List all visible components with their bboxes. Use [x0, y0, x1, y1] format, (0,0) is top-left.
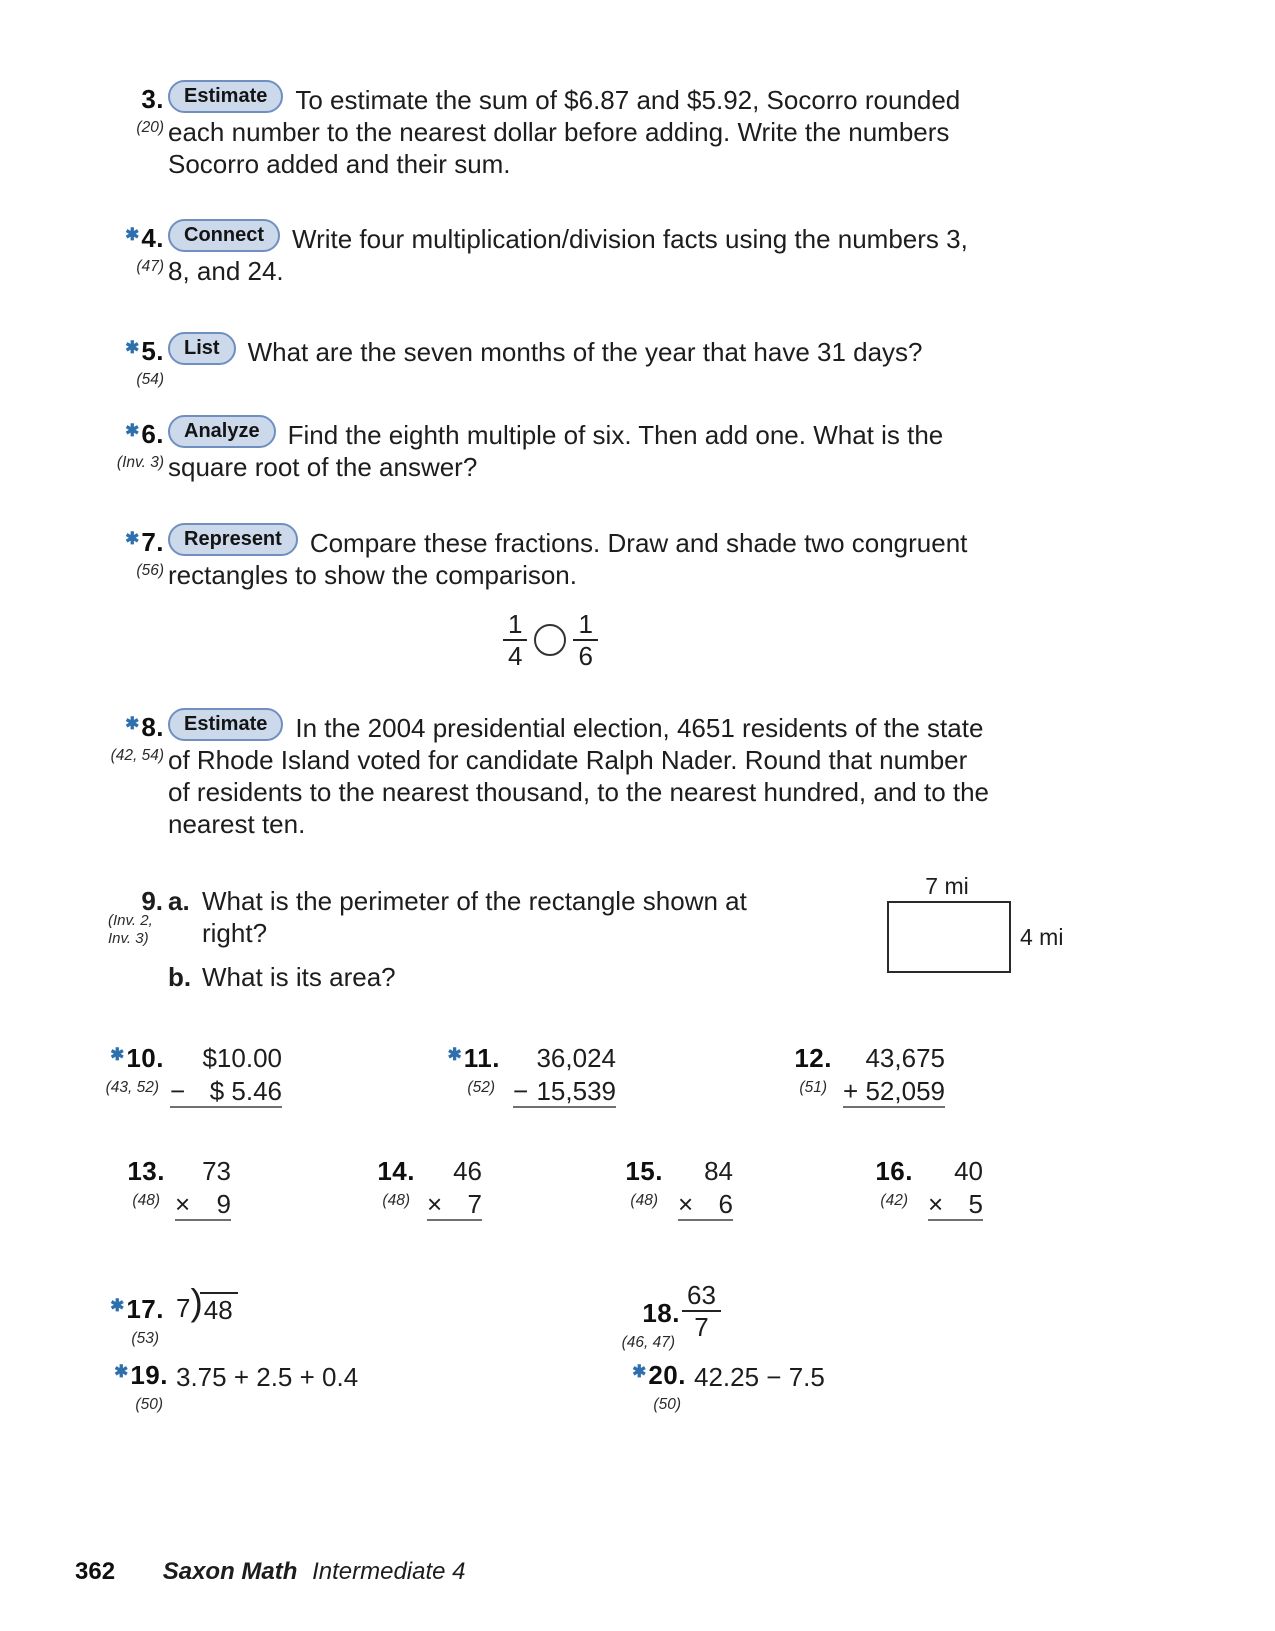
problem-body — [168, 223, 1180, 287]
star-icon: ✱ — [110, 1045, 125, 1064]
problem-15-label — [587, 1158, 663, 1209]
operator: − — [170, 1076, 186, 1106]
problem-text: 8, and 24. — [168, 256, 284, 286]
lesson-reference-line: Inv. 3) — [108, 930, 149, 947]
problem-text: of residents to the nearest thousand, to the nearest hundred, and to the — [168, 777, 990, 807]
operator: − — [513, 1076, 529, 1106]
stacked-top-operand: 84 — [704, 1156, 733, 1186]
problem-number-col — [0, 527, 164, 579]
star-icon: ✱ — [125, 421, 140, 440]
problem-15-column — [678, 1158, 733, 1221]
lesson-reference: (48) — [630, 1192, 658, 1209]
problem-13-column — [175, 1158, 231, 1221]
lesson-reference: (54) — [136, 371, 164, 388]
problem-number-col — [0, 84, 164, 136]
lesson-reference: (51) — [799, 1079, 827, 1096]
stacked-bottom-operand: 6 — [718, 1189, 733, 1219]
part-a-text: right? — [202, 918, 268, 948]
part-a-text: What is the perimeter of the rectangle shown at — [202, 886, 747, 916]
stacked-top-operand: 73 — [202, 1156, 231, 1186]
problem-number: 13. — [127, 1156, 165, 1186]
problem-number: 7. — [141, 527, 164, 557]
fraction-one-fourth — [503, 611, 527, 669]
division-dividend: 48 — [200, 1292, 238, 1323]
lesson-reference: (50) — [135, 1396, 163, 1413]
problem-number: 18. — [642, 1298, 680, 1328]
lesson-reference: (46, 47) — [621, 1334, 675, 1351]
lesson-reference: (42, 54) — [110, 747, 164, 764]
stacked-bottom-row — [427, 1191, 482, 1221]
problem-18-fraction — [682, 1282, 721, 1340]
problem-text: nearest ten. — [168, 809, 306, 839]
problem-text: Write four multiplication/division facts using the numbers 3, — [292, 224, 968, 254]
problem-number: 8. — [141, 712, 164, 742]
star-icon: ✱ — [125, 338, 140, 357]
rectangle-diagram — [887, 901, 1011, 973]
problem-number: 6. — [141, 419, 164, 449]
star-icon: ✱ — [447, 1045, 462, 1064]
fraction — [682, 1282, 721, 1340]
lesson-reference: (42) — [880, 1192, 908, 1209]
problem-first-line — [168, 712, 1180, 744]
problem-number: 9. — [141, 886, 163, 916]
problem-16-label — [837, 1158, 913, 1209]
operator: × — [678, 1189, 694, 1219]
badge-list: List — [168, 332, 236, 365]
problem-13-label — [89, 1158, 165, 1209]
lesson-reference: (48) — [132, 1192, 160, 1209]
problem-number: 10. — [126, 1043, 164, 1073]
stacked-bottom-operand: $ 5.46 — [209, 1076, 282, 1106]
problem-12-label — [756, 1045, 832, 1096]
fraction-numerator: 1 — [503, 611, 527, 641]
problem-number: 3. — [141, 84, 164, 114]
stacked-bottom-operand: 9 — [216, 1189, 231, 1219]
stacked-bottom-row — [513, 1078, 616, 1108]
comparison-circle — [534, 624, 566, 656]
fraction-denominator: 6 — [578, 641, 593, 671]
operator: × — [928, 1189, 944, 1219]
stacked-bottom-row — [843, 1078, 945, 1108]
problem-body — [168, 419, 1180, 483]
problem-first-line — [168, 223, 1180, 255]
badge-represent: Represent — [168, 523, 298, 556]
lesson-reference: (47) — [136, 258, 164, 275]
problem-20-expression: 42.25 − 7.5 — [694, 1362, 825, 1392]
star-icon: ✱ — [125, 529, 140, 548]
lesson-reference: (53) — [131, 1330, 159, 1347]
rectangle-width-label: 7 mi — [925, 873, 969, 899]
problem-text: In the 2004 presidential election, 4651 residents of the state — [295, 713, 984, 743]
page-footer — [75, 1558, 466, 1586]
fraction-denominator: 4 — [508, 641, 523, 671]
operator: + — [843, 1076, 859, 1106]
lesson-reference-line: (Inv. 2, — [108, 912, 153, 929]
stacked-bottom-row — [678, 1191, 733, 1221]
problem-19-label — [90, 1362, 168, 1413]
page-number: 362 — [75, 1558, 116, 1585]
problem-text: of Rhode Island voted for candidate Ralph Nader. Round that number — [168, 745, 968, 775]
problem-number: 15. — [625, 1156, 663, 1186]
problem-number: 16. — [875, 1156, 913, 1186]
lesson-reference: (20) — [136, 119, 164, 136]
stacked-top-operand: 36,024 — [536, 1043, 616, 1073]
problem-number: 20. — [648, 1360, 686, 1390]
problem-first-line — [168, 419, 1180, 451]
problem-14-column — [427, 1158, 482, 1221]
problem-text: Find the eighth multiple of six. Then add one. What is the — [287, 420, 944, 450]
badge-estimate: Estimate — [168, 708, 283, 741]
star-icon: ✱ — [125, 714, 140, 733]
problem-20-label — [608, 1362, 686, 1413]
problem-18-label — [600, 1300, 680, 1351]
fraction-one-sixth — [573, 611, 597, 669]
problem-text: To estimate the sum of $6.87 and $5.92, Socorro rounded — [295, 85, 961, 115]
problem-number: 12. — [794, 1043, 832, 1073]
stacked-bottom-row — [170, 1078, 282, 1108]
lesson-reference: (50) — [653, 1396, 681, 1413]
badge-analyze: Analyze — [168, 415, 276, 448]
problem-19-expression: 3.75 + 2.5 + 0.4 — [176, 1362, 359, 1392]
problem-text: each number to the nearest dollar before adding. Write the numbers — [168, 117, 950, 147]
problem-body — [168, 527, 1180, 591]
problem-number: 17. — [126, 1294, 164, 1324]
fraction-numerator: 63 — [682, 1282, 721, 1312]
star-icon: ✱ — [110, 1296, 125, 1315]
stacked-top-operand: 43,675 — [865, 1043, 945, 1073]
part-b-text: What is its area? — [202, 962, 396, 992]
lesson-reference: (48) — [382, 1192, 410, 1209]
lesson-reference: (Inv. 3) — [116, 454, 164, 471]
problem-14-label — [339, 1158, 415, 1209]
lesson-reference — [108, 912, 170, 948]
problem-number-col — [0, 223, 164, 275]
problem-first-line — [168, 527, 1180, 559]
stacked-top-operand: 46 — [453, 1156, 482, 1186]
part-a-label: a. — [168, 886, 190, 916]
operator: × — [175, 1189, 191, 1219]
problem-body — [168, 336, 1180, 368]
problem-text: Socorro added and their sum. — [168, 149, 511, 179]
badge-connect: Connect — [168, 219, 280, 252]
problem-text: Compare these fractions. Draw and shade two congruent — [309, 528, 968, 558]
problem-10-label — [88, 1045, 164, 1096]
operator: × — [427, 1189, 443, 1219]
problem-10-column — [170, 1045, 282, 1108]
star-icon: ✱ — [114, 1362, 129, 1381]
problem-body — [168, 712, 1180, 840]
stacked-bottom-operand: 15,539 — [536, 1076, 616, 1106]
problem-number: 11. — [463, 1043, 500, 1073]
problem-number-col — [0, 336, 164, 388]
stacked-bottom-operand: 5 — [968, 1189, 983, 1219]
problem-text: What are the seven months of the year that have 31 days? — [247, 337, 923, 367]
problem-text: square root of the answer? — [168, 452, 478, 482]
problem-first-line — [168, 84, 1180, 116]
book-series-title: Saxon Math — [162, 1558, 298, 1585]
part-b-label: b. — [168, 962, 192, 992]
stacked-bottom-operand: 52,059 — [865, 1076, 945, 1106]
problem-number-col — [0, 712, 164, 764]
problem-number: 5. — [141, 336, 164, 366]
problem-17-label — [88, 1296, 164, 1347]
lesson-reference: (52) — [467, 1079, 495, 1096]
long-division — [176, 1282, 238, 1325]
book-edition: Intermediate 4 — [312, 1558, 466, 1585]
problem-number-col — [0, 419, 164, 471]
problem-11-column — [513, 1045, 616, 1108]
star-icon: ✱ — [125, 225, 140, 244]
problem-body — [168, 84, 1180, 180]
problem-number: 4. — [141, 223, 164, 253]
problem-number: 19. — [130, 1360, 168, 1390]
rectangle-height-label: 4 mi — [1020, 924, 1064, 950]
fraction-denominator: 7 — [694, 1312, 709, 1342]
problem-12-column — [843, 1045, 945, 1108]
problem-11-label — [424, 1045, 500, 1096]
division-divisor: 7 — [176, 1293, 191, 1323]
fraction-numerator: 1 — [573, 611, 597, 641]
stacked-bottom-row — [175, 1191, 231, 1221]
stacked-top-operand: $10.00 — [202, 1043, 282, 1073]
stacked-bottom-row — [928, 1191, 983, 1221]
problem-16-column — [928, 1158, 983, 1221]
division-bracket-icon: ) — [190, 1282, 203, 1323]
lesson-reference: (56) — [136, 562, 164, 579]
problem-first-line — [168, 336, 1180, 368]
fraction-comparison — [503, 611, 598, 669]
stacked-bottom-operand: 7 — [467, 1189, 482, 1219]
badge-estimate: Estimate — [168, 80, 283, 113]
lesson-reference: (43, 52) — [105, 1079, 159, 1096]
star-icon: ✱ — [632, 1362, 647, 1381]
problem-text: rectangles to show the comparison. — [168, 560, 577, 590]
problem-number: 14. — [377, 1156, 415, 1186]
stacked-top-operand: 40 — [954, 1156, 983, 1186]
